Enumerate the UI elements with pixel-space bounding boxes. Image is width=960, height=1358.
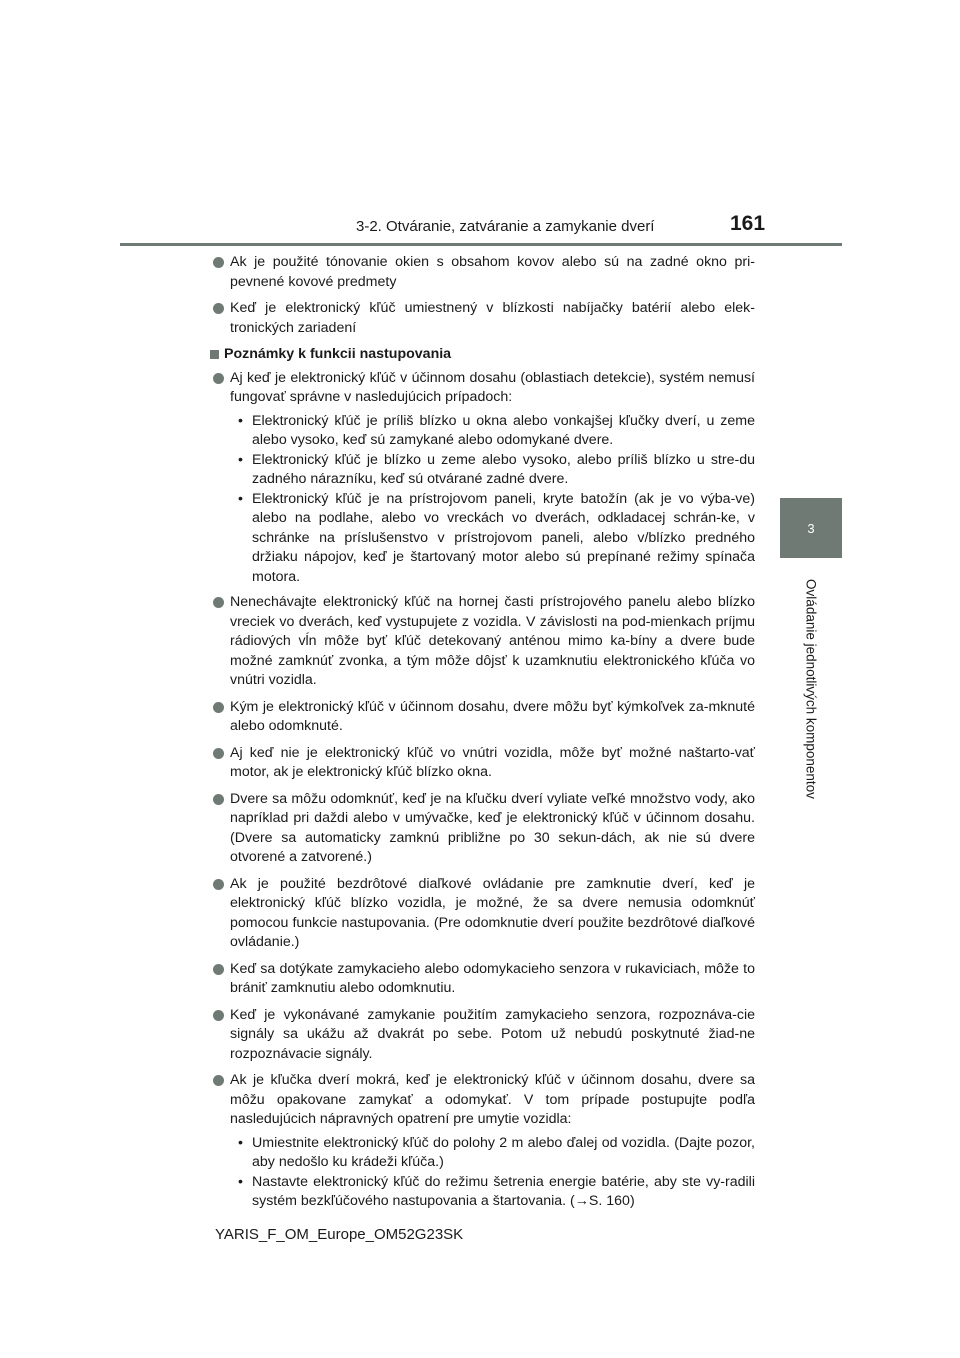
list-item: Ak je použité tónovanie okien s obsahom kovov alebo sú na zadné okno pri-pevnené kovové predmety [210, 253, 755, 292]
page-number: 161 [730, 212, 766, 235]
bullet-icon [213, 257, 224, 268]
bullet-icon [213, 879, 224, 890]
bullet-icon [213, 373, 224, 384]
square-bullet-icon [210, 350, 219, 359]
document-id: YARIS_F_OM_Europe_OM52G23SK [215, 1226, 464, 1243]
list-item: Keď sa dotýkate zamykacieho alebo odomykacieho senzora v rukaviciach, môže to brániť zamknutiu alebo odomknutiu. [210, 960, 755, 999]
list-item: Aj keď nie je elektronický kľúč vo vnútri vozidla, môže byť možné naštarto-vať motor, ak je elektronický kľúč blízko okna. [210, 744, 755, 783]
main-content [210, 253, 755, 1218]
sub-list [230, 1134, 755, 1212]
section-heading: Poznámky k funkcii nastupovania [210, 345, 755, 365]
list-item: Keď je elektronický kľúč umiestnený v blízkosti nabíjačky batérií alebo elek-tronických zariadení [210, 299, 755, 338]
list-item: Dvere sa môžu odomknúť, keď je na kľučku dverí vyliate veľké množstvo vody, ako napríklad pri daždi alebo v umývačke, keď je elektronický kľúč v účinnom dosahu. (Dvere sa automaticky zamknú približne po 30 sekun-dách, ak nie sú dvere otvorené a zatvorené.) [210, 790, 755, 868]
list-item: Ak je kľučka dverí mokrá, keď je elektronický kľúč v účinnom dosahu, dvere sa môžu opakovane zamykať a odomykať. V tom prípade postupujte podľa nasledujúcich nápravných opatrení pre umytie vozidla: [210, 1071, 755, 1130]
bullet-icon [213, 702, 224, 713]
section-title: 3-2. Otváranie, zatváranie a zamykanie dverí [356, 218, 655, 235]
chapter-number: 3 [807, 520, 815, 536]
chapter-title: Ovládanie jednotlivých komponentov [803, 579, 819, 799]
bullet-icon [213, 597, 224, 608]
bullet-icon [213, 794, 224, 805]
list-item: Aj keď je elektronický kľúč v účinnom dosahu (oblastiach detekcie), systém nemusí fungovať správne v nasledujúcich prípadoch: [210, 369, 755, 408]
list-item: Ak je použité bezdrôtové diaľkové ovládanie pre zamknutie dverí, keď je elektronický kľúč blízko vozidla, je možné, že sa dvere nemusia odomknúť pomocou funkcie nastupovania. (Pre odomknutie dverí použite bezdrôtové diaľkové ovládanie.) [210, 875, 755, 953]
bullet-icon [213, 1010, 224, 1021]
list-item: Kým je elektronický kľúč v účinnom dosahu, dvere môžu byť kýmkoľvek za-mknuté alebo odomknuté. [210, 698, 755, 737]
bullet-icon [213, 1075, 224, 1086]
sub-list-item: • Elektronický kľúč je na prístrojovom paneli, kryte batožín (ak je vo výba-ve) alebo na podlahe, alebo vo vreckách vo dverách, odkladacej schrán-ke, v schránke na príslušenstvo v prístrojovom paneli, alebo v/blízko predného držiaku nápojov, keď je štartovaný motor alebo sú prepínané režimy spínača motora. [238, 490, 755, 585]
list-item: Keď je vykonávané zamykanie použitím zamykacieho senzora, rozpoznáva-cie signály sa ukážu až dvakrát po sebe. Potom už nebudú poskytnuté žiad-ne rozpoznávacie signály. [210, 1006, 755, 1065]
bullet-icon [213, 303, 224, 314]
sub-list [230, 412, 755, 588]
sub-list-item: • Elektronický kľúč je príliš blízko u okna alebo vonkajšej kľučky dverí, u zeme alebo vysoko, keď sú zamykané alebo odomykané dvere. [238, 412, 755, 448]
sub-list-item: • Nastavte elektronický kľúč do režimu šetrenia energie batérie, aby ste vy-radili systém bezkľúčového nastupovania a štartovania. (→S. 160) [238, 1173, 755, 1209]
sub-list-item: • Umiestnite elektronický kľúč do polohy 2 m alebo ďalej od vozidla. (Dajte pozor, aby nedošlo ku krádeži kľúča.) [238, 1134, 755, 1170]
sub-list-item: • Elektronický kľúč je blízko u zeme alebo vysoko, alebo príliš blízko u stre-du zadného nárazníku, keď sú otvárané zadné dvere. [238, 451, 755, 487]
header-rule [120, 243, 842, 246]
chapter-tab [780, 498, 842, 558]
bullet-icon [213, 748, 224, 759]
list-item: Nenechávajte elektronický kľúč na hornej časti prístrojového panelu alebo blízko vreciek vo dverách, keď vystupujete z vozidla. V závislosti na pod-mienkach príjmu rádiových vĺn môže byť kľúč detekovaný anténou mimo ka-bíny a dvere bude možné zamknúť zvonka, a tým môže dôjsť k uzamknutiu elektronického kľúča vo vnútri vozidla. [210, 593, 755, 691]
bullet-icon [213, 964, 224, 975]
